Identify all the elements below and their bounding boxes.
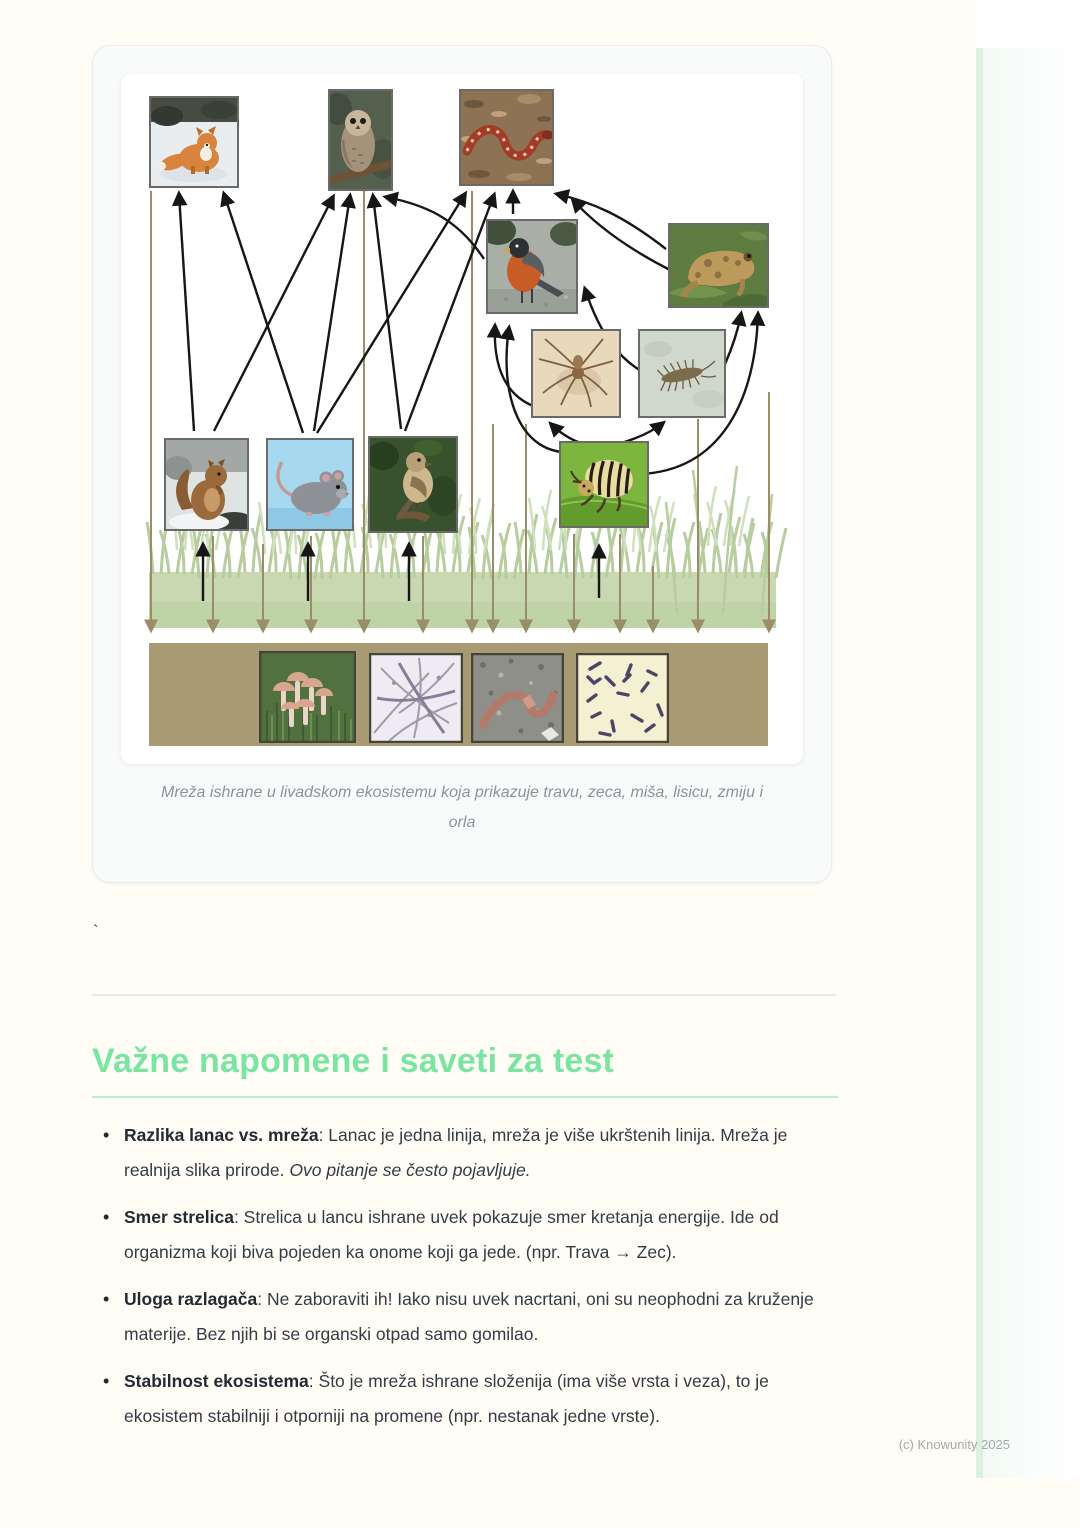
bullet-text: : Što je mreža ishrane složenija (ima više vrsta i veza), to je ekosistem stabilniji i otporniji na promene (npr. nestanak jedne vrste). [124, 1371, 769, 1426]
bullet-lead: Uloga razlagača [124, 1289, 258, 1309]
fungal-hyphae-image [369, 653, 463, 743]
section-heading: Važne napomene i saveti za test [92, 1042, 615, 1080]
robin-image [480, 217, 582, 314]
bacteria-image [576, 653, 669, 743]
centipede-image [638, 329, 726, 418]
list-item [92, 1200, 838, 1270]
notes-list [92, 1118, 838, 1434]
bullet-marker: • [103, 1125, 110, 1145]
bullet-note: Ovo pitanje se često pojavljuje. [289, 1160, 531, 1180]
list-item [92, 1118, 838, 1188]
bullet-text: : Strelica u lancu ishrane uvek pokazuje smer kretanja energije. Ide od organizma koji biva pojeden ka onome koji ga jede. (npr. Trava → Zec). [124, 1207, 779, 1262]
bullet-lead: Stabilnost ekosistema [124, 1371, 309, 1391]
section-divider [92, 994, 836, 996]
snake-image [459, 89, 554, 186]
bullet-marker: • [103, 1289, 110, 1309]
food-web-figure [121, 74, 803, 764]
squirrel-image [164, 438, 256, 536]
footer-credit: (c) Knowunity 2025 [898, 1437, 1010, 1452]
right-green-strip [976, 48, 983, 1478]
figure-panel [121, 74, 803, 764]
mushrooms-image [259, 651, 356, 743]
earthworm-image [471, 653, 564, 743]
list-item [92, 1282, 838, 1352]
mouse-image [266, 438, 354, 531]
owl-image [324, 89, 397, 191]
right-green-pane [983, 48, 1030, 1478]
right-pane-fade [1030, 48, 1080, 1478]
spider-image [531, 329, 621, 418]
bullet-lead: Smer strelica [124, 1207, 234, 1227]
bullet-marker: • [103, 1371, 110, 1391]
figure-caption: Mreža ishrane u livadskom ekosistemu koja prikazuje travu, zeca, miša, lisicu, zmiju i orla [161, 784, 763, 831]
figure-card [92, 45, 832, 883]
bullet-lead: Razlika lanac vs. mreža [124, 1125, 319, 1145]
bullet-text: : Lanac je jedna linija, mreža je više ukrštenih linija. Mreža je realnija slika prirode. [124, 1125, 788, 1180]
bullet-marker: • [103, 1207, 110, 1227]
notes-section [92, 1040, 838, 1446]
right-strip-top-gap [976, 0, 1080, 48]
beetle-image [559, 441, 649, 528]
frog-image [668, 223, 769, 308]
stray-backtick: ` [93, 922, 99, 941]
fox-image [149, 96, 239, 188]
sparrow-image [367, 436, 459, 533]
heading-underline [92, 1096, 838, 1098]
bullet-text: : Ne zaboraviti ih! Iako nisu uvek nacrtani, oni su neophodni za kruženje materije. Bez njih bi se organski otpad samo gomilao. [124, 1289, 814, 1344]
list-item [92, 1364, 838, 1434]
